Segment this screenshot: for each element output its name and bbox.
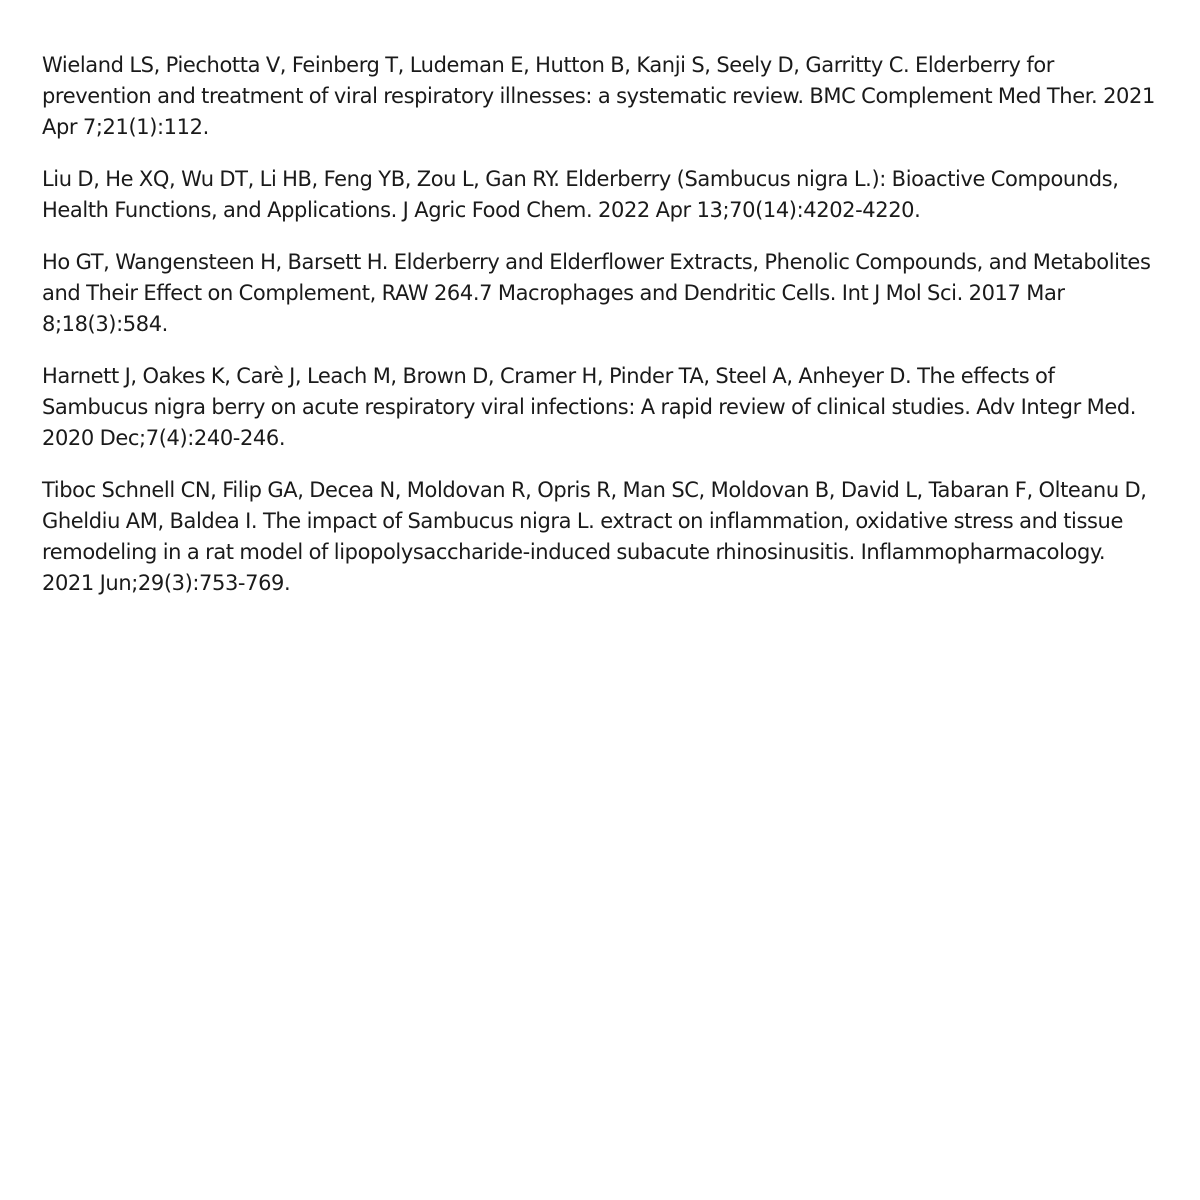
reference-item: Tiboc Schnell CN, Filip GA, Decea N, Moldovan R, Opris R, Man SC, Moldovan B, David L, Tabaran F, Olteanu D, Gheldiu AM, Baldea I. The impact of Sambucus nigra L. extract on inflammation, oxidative stress and tissue remodeling in a rat model of lipopolysaccharide-induced subacute rhinosinusitis. Inflammopharmacology. 2021 Jun;29(3):753-769.: [42, 478, 1147, 595]
reference-item: Wieland LS, Piechotta V, Feinberg T, Ludeman E, Hutton B, Kanji S, Seely D, Garritty C. Elderberry for prevention and treatment of viral respiratory illnesses: a systematic review. BMC Complement Med Ther. 2021 Apr 7;21(1):112.: [42, 53, 1155, 139]
reference-item: Ho GT, Wangensteen H, Barsett H. Elderberry and Elderflower Extracts, Phenolic Compounds, and Metabolites and Their Effect on Complement, RAW 264.7 Macrophages and Dendritic Cells. Int J Mol Sci. 2017 Mar 8;18(3):584.: [42, 250, 1151, 336]
reference-item: Liu D, He XQ, Wu DT, Li HB, Feng YB, Zou L, Gan RY. Elderberry (Sambucus nigra L.): Bioactive Compounds, Health Functions, and Applications. J Agric Food Chem. 2022 Apr 13;70(14):4202-4220.: [42, 167, 1119, 222]
reference-item: Harnett J, Oakes K, Carè J, Leach M, Brown D, Cramer H, Pinder TA, Steel A, Anheyer D. The effects of Sambucus nigra berry on acute respiratory viral infections: A rapid review of clinical studies. Adv Integr Med. 2020 Dec;7(4):240-246.: [42, 364, 1137, 450]
reference-list: [42, 50, 1158, 620]
